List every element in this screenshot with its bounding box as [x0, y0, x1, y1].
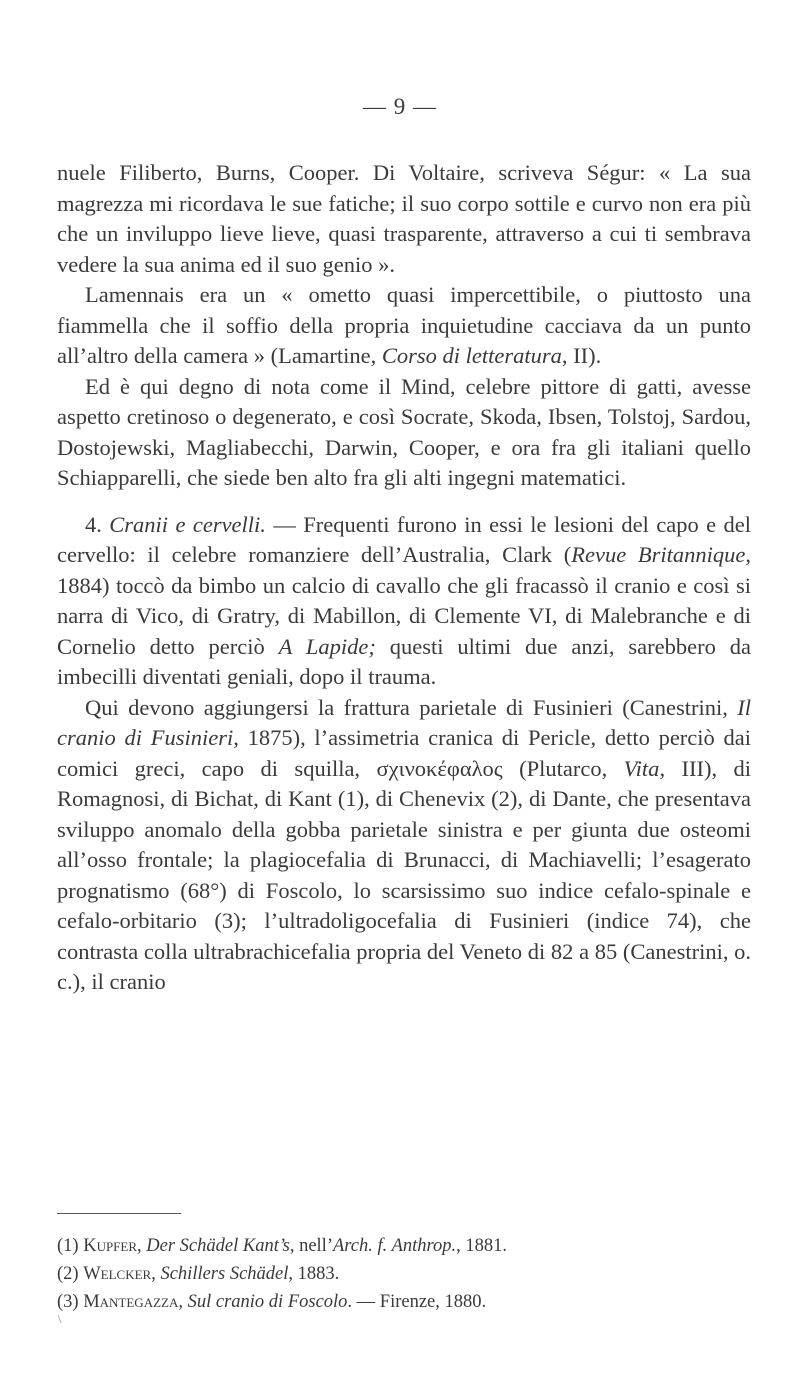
italic-title: Corso di letteratura [381, 343, 562, 368]
paragraph-lamennais [57, 280, 751, 372]
stray-mark: \ [58, 1312, 62, 1326]
footnote-journal: Arch. f. Anthrop. [332, 1236, 457, 1256]
paragraph-ségur-quote: nuele Filiberto, Burns, Cooper. Di Voltaire, scriveva Ségur: « La sua magrezza mi ricordava le sue fatiche; il suo corpo sottile e curvo non era più che un inviluppo lieve lieve, quasi trasparente, attraverso a cui ti sembrava vedere la sua anima ed il suo genio ». [57, 160, 751, 277]
footnote-author: Kupfer [83, 1236, 138, 1256]
footnote-title: Der Schädel Kant’s [146, 1236, 290, 1256]
page-number: — 9 — [363, 94, 437, 119]
paragraph-fusinieri [57, 693, 751, 998]
footnote-3 [57, 1288, 751, 1316]
paragraph-text: Qui devono aggiungersi la frattura parietale di Fusinieri (Canestrini, [85, 694, 738, 720]
paragraph-text: , 1875), l’assimetria cranica di Pericle, detto perciò dai comici greci, capo di squilla, σχινοκέφαλος (Plutarco, [57, 725, 752, 781]
footnote-author: Mantegazza [83, 1292, 179, 1312]
footnote-divider [57, 1213, 181, 1214]
footnote-number: (3) [57, 1292, 84, 1312]
section-text: — Frequenti furono in essi le lesioni del capo e del cervello: il celebre romanziere dell’Australia, Clark ( [57, 511, 751, 567]
section-4-paragraph [57, 510, 751, 693]
section-text: , 1884) toccò da bimbo un calcio di cavallo che gli fracassò il cranio e così si narra di Vico, di Gratry, di Mabillon, di Clemente VI, di Malebranche e di Cornelio detto perciò [57, 542, 751, 659]
footnotes [57, 1232, 751, 1316]
footnote-tail: , 1883. [288, 1264, 340, 1284]
footnote-title: Schillers Schädel [160, 1264, 289, 1284]
footnote-sep: , [151, 1264, 161, 1284]
italic-title: Il cranio di Fusinieri [57, 694, 751, 750]
footnote-number: (1) [57, 1236, 84, 1256]
italic-title: Vita [623, 755, 660, 781]
paragraph-text-end: , II). [561, 343, 602, 368]
paragraph-text: , III), di Romagnosi, di Bichat, di Kant (1), di Chenevix (2), di Dante, che presentava sviluppo anomalo della gobba parietale sinistra e per giunta due osteomi all’osso frontale; la plagiocefalia di Brunacci, di Machiavelli; l’esagerato prognatismo (68°) di Foscolo, lo scarsissimo suo indice cefalo-spinale e cefalo-orbitario (3); l’ultradoligocefalia di Fusinieri (indice 74), che contrasta colla ultrabrachicefalia propria del Veneto di 82 a 85 (Canestrini, o. c.), il cranio [57, 755, 751, 994]
footnote-2 [57, 1260, 751, 1288]
footnote-tail: , 1881. [456, 1236, 508, 1256]
italic-epithet: A Lapide; [278, 633, 376, 659]
body-text [57, 158, 751, 998]
footnote-title: Sul cranio di Foscolo [187, 1292, 348, 1312]
italic-journal: Revue Britannique [571, 542, 746, 567]
footnote-author: Welcker [83, 1264, 152, 1284]
footnote-sep: , [178, 1292, 188, 1312]
footnote-mid: , nell’ [289, 1236, 333, 1256]
section-heading: Cranii e cervelli. [109, 511, 266, 537]
paragraph-text: Lamennais era un « ometto quasi impercettibile, o piuttosto una fiammella che il soffio della propria inquietudine cacciava da un punto all’altro della camera » (Lamartine, [57, 282, 751, 368]
footnote-tail: . — Firenze, 1880. [347, 1292, 487, 1312]
section-text: questi ultimi due anzi, sarebbero da imbecilli diventati geniali, dopo il trauma. [57, 633, 751, 689]
section-number: 4. [85, 511, 110, 537]
paragraph-mind: Ed è qui degno di nota come il Mind, celebre pittore di gatti, avesse aspetto cretinoso o degenerato, e così Socrate, Skoda, Ibsen, Tolstoj, Sardou, Dostojewski, Magliabecchi, Darwin, Cooper, e ora fra gli italiani quello Schiapparelli, che siede ben alto fra gli alti ingegni matematici. [57, 373, 751, 490]
footnote-1 [57, 1232, 751, 1260]
footnote-sep: , [137, 1236, 147, 1256]
footnote-number: (2) [57, 1264, 84, 1284]
